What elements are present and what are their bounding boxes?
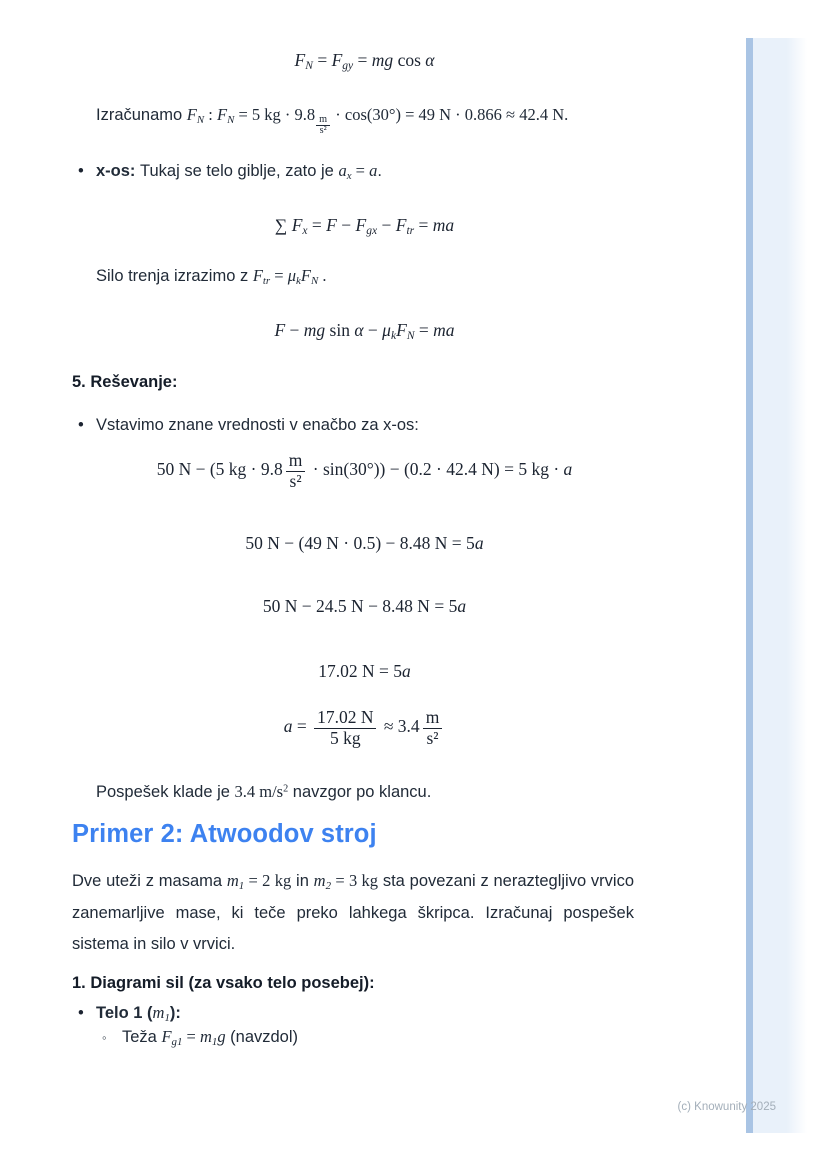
bullet-vstavimo-text: Vstavimo znane vrednosti v enačbo za x-os: (96, 416, 419, 434)
bullet-disc-icon: • (78, 162, 84, 180)
text-izracunamo: Izračunamo $F_N$ : $F_N = 5$ kg · 9.8 $\frac{m}{\text{s²}}$ · cos(30°) = 49 N · 0.866 ≈ 42.4 N. (96, 105, 569, 137)
fraction: $\frac{m}{\text{s²}}$ (316, 115, 330, 137)
heading-diagrami-sil: 1. Diagrami sil (za vsako telo posebej): (72, 974, 375, 993)
subbullet-teza (102, 1027, 828, 1047)
heading-resevanje: 5. Reševanje: (72, 373, 178, 391)
bullet-x-axis-text: x-os: Tukaj se telo giblje, zato je $a_x = a$. (96, 161, 382, 183)
bullet-circle-icon: ◦ (102, 1030, 107, 1046)
bullet-vstavimo (78, 416, 828, 435)
fraction: $\frac{17.02 N}{5 kg}$ (314, 708, 376, 748)
formula-acceleration-result: a = $\frac{17.02 N}{5 kg}$ ≈ 3.4 $\frac{m}{\text{s²}}$ (72, 708, 657, 748)
bullet-telo-1 (78, 1003, 828, 1023)
paragraph-problem-statement: Dve uteži z masama $m_1 = 2$ kg in $m_2 = 3$ kg sta povezani z neraztegljivo vrvico zanemarljive mase, ki teče preko lahkega škripca. Izračunaj pospešek sistema in silo v vrvici. (72, 871, 635, 954)
bullet-disc-icon: • (78, 1004, 84, 1023)
formula-sum-fx: ∑ $F_x = F - F_{gx} - F_{tr}$ = ma (274, 215, 455, 238)
bullet-disc-icon: • (78, 416, 84, 434)
formula-1702n: 17.02 N = 5a (318, 661, 411, 682)
fraction: $\frac{m}{\text{s²}}$ (423, 708, 443, 748)
heading-primer-2: Primer 2: Atwoodov stroj (72, 820, 377, 849)
text-silo-trenja: Silo trenja izrazimo z $F_{tr} = \mu_kF_N$ . (96, 266, 327, 288)
formula-f-minus-mg-sin: F − mg $\sin \alpha - \mu_kF_N$ = ma (274, 320, 455, 343)
footer-credit: (c) Knowunity 2025 (677, 1101, 776, 1113)
formula-normal-force: $F_N = F_{gy}$ = mg cos α (294, 50, 435, 73)
formula-245n: 50 N − 24.5 N − 8.48 N = 5a (262, 596, 467, 617)
formula-substituted-values: 50 N − (5 kg · 9.8 $\frac{m}{\text{s²}}$ · sin(30°)) − (0.2 · 42.4 N) = 5 kg · a (156, 450, 573, 491)
subbullet-teza-text: Teža $F_{g1} = m_1g$ (navzdol) (122, 1027, 299, 1049)
formula-49n: 50 N − (49 N · 0.5) − 8.48 N = 5a (245, 533, 484, 554)
fraction: $\frac{m}{\text{s²}}$ (286, 451, 306, 491)
text-pospesek: Pospešek klade je 3.4 $m/s^2$ navzgor po klancu. (96, 782, 432, 802)
bullet-telo-1-text: Telo 1 $(m_1)$: (96, 1003, 181, 1025)
bullet-x-axis (78, 161, 828, 181)
